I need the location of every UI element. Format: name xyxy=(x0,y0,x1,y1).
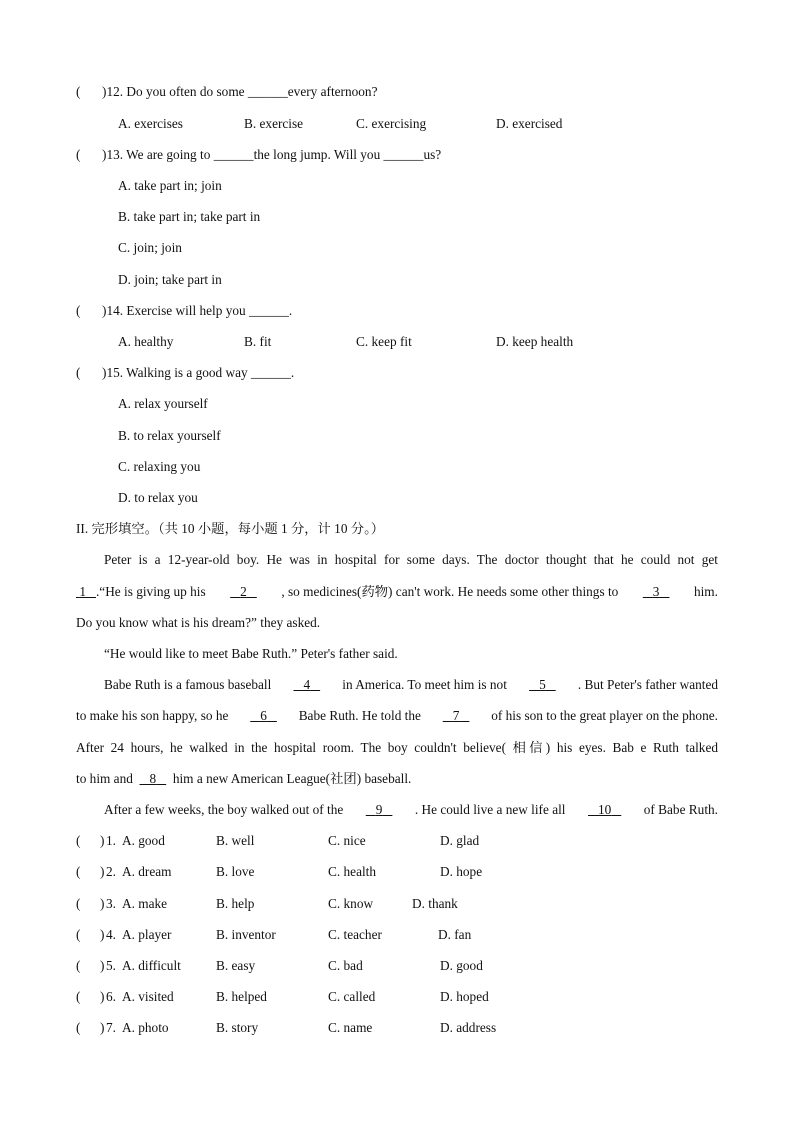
option-c[interactable]: C. exercising xyxy=(356,116,427,131)
option-b[interactable]: B. fit xyxy=(244,334,272,349)
blank-8[interactable]: 8 xyxy=(149,771,157,786)
option-d[interactable]: D. address xyxy=(440,1020,497,1035)
option-b[interactable]: B. to relax yourself xyxy=(118,428,221,443)
blank-4[interactable]: 4 xyxy=(303,677,311,692)
question-stem: ( )13. We are going to ______the long jump. Will you ______us? xyxy=(76,147,442,162)
option-b[interactable]: B. inventor xyxy=(216,927,276,942)
option-c[interactable]: C. teacher xyxy=(328,927,382,942)
option-b[interactable]: B. exercise xyxy=(244,116,304,131)
question-stem: ( )12. Do you often do some ______every afternoon? xyxy=(76,84,378,99)
option-b[interactable]: B. help xyxy=(216,896,255,911)
option-d[interactable]: D. exercised xyxy=(496,116,563,131)
passage-line: 1 .“He is giving up his 2 , so medicines(药物) can't work. He needs some other things to 3 him. xyxy=(76,584,718,600)
option-d[interactable]: D. keep health xyxy=(496,334,574,349)
option-d[interactable]: D. thank xyxy=(412,896,458,911)
passage-line: After 24 hours, he walked in the hospital room. The boy couldn't believe( 相信) his eyes. Bab e Ruth talked xyxy=(76,740,718,755)
option-b[interactable]: B. easy xyxy=(216,958,256,973)
option-d[interactable]: D. glad xyxy=(440,833,480,848)
option-b[interactable]: B. well xyxy=(216,833,255,848)
option-c[interactable]: C. called xyxy=(328,989,376,1004)
option-a[interactable]: A. difficult xyxy=(122,958,181,973)
blank-6[interactable]: 6 xyxy=(260,708,267,723)
option-a[interactable]: A. take part in; join xyxy=(118,178,222,193)
blank-3[interactable]: 3 xyxy=(652,584,660,599)
passage-line: Peter is a 12-year-old boy. He was in hospital for some days. The doctor thought that he could not get xyxy=(104,552,718,567)
option-c[interactable]: C. health xyxy=(328,864,377,879)
option-a[interactable]: A. dream xyxy=(122,864,172,879)
option-c[interactable]: C. relaxing you xyxy=(118,459,201,474)
option-a[interactable]: A. make xyxy=(122,896,168,911)
option-c[interactable]: C. name xyxy=(328,1020,373,1035)
option-a[interactable]: A. player xyxy=(122,927,172,942)
passage-line: Babe Ruth is a famous baseball 4 in America. To meet him is not 5 . But Peter's father wanted xyxy=(104,677,718,692)
option-b[interactable]: B. helped xyxy=(216,989,267,1004)
option-c[interactable]: C. join; join xyxy=(118,240,182,255)
blank-10[interactable]: 10 xyxy=(597,802,612,817)
option-a[interactable]: A. healthy xyxy=(118,334,174,349)
option-b[interactable]: B. story xyxy=(216,1020,259,1035)
option-d[interactable]: D. join; take part in xyxy=(118,272,222,287)
option-a[interactable]: A. exercises xyxy=(118,116,183,131)
option-c[interactable]: C. nice xyxy=(328,833,366,848)
option-d[interactable]: D. hope xyxy=(440,864,483,879)
passage-line: Do you know what is his dream?” they asked. xyxy=(76,615,321,630)
option-a[interactable]: A. photo xyxy=(122,1020,169,1035)
passage-line: “He would like to meet Babe Ruth.” Peter's father said. xyxy=(104,646,398,661)
passage-line: to make his son happy, so he 6 Babe Ruth. He told the 7 of his son to the great player on the phone. xyxy=(76,708,718,723)
question-stem: ( )15. Walking is a good way ______. xyxy=(76,365,295,380)
option-c[interactable]: C. keep fit xyxy=(356,334,412,349)
option-a[interactable]: A. good xyxy=(122,833,165,848)
option-b[interactable]: B. take part in; take part in xyxy=(118,209,261,224)
option-d[interactable]: D. hoped xyxy=(440,989,489,1004)
option-b[interactable]: B. love xyxy=(216,864,255,879)
option-c[interactable]: C. know xyxy=(328,896,374,911)
option-c[interactable]: C. bad xyxy=(328,958,363,973)
blank-9[interactable]: 9 xyxy=(375,802,383,817)
option-d[interactable]: D. good xyxy=(440,958,483,973)
blank-5[interactable]: 5 xyxy=(539,677,546,692)
option-a[interactable]: A. relax yourself xyxy=(118,396,208,411)
section-heading: II. 完形填空。（共 10 小题，每小题 1 分，计 10 分。） xyxy=(76,521,385,536)
option-a[interactable]: A. visited xyxy=(122,989,174,1004)
blank-2[interactable]: 2 xyxy=(240,584,247,599)
question-stem: ( )14. Exercise will help you ______. xyxy=(76,303,293,318)
passage-line: to him and 8 him a new American League(社团) baseball. xyxy=(76,771,412,786)
blank-7[interactable]: 7 xyxy=(452,708,460,723)
option-d[interactable]: D. fan xyxy=(438,927,472,942)
option-d[interactable]: D. to relax you xyxy=(118,490,198,505)
blank-1[interactable]: 1 xyxy=(79,584,86,599)
passage-line: After a few weeks, the boy walked out of the 9 . He could live a new life all 10 of Babe Ruth. xyxy=(104,802,718,817)
